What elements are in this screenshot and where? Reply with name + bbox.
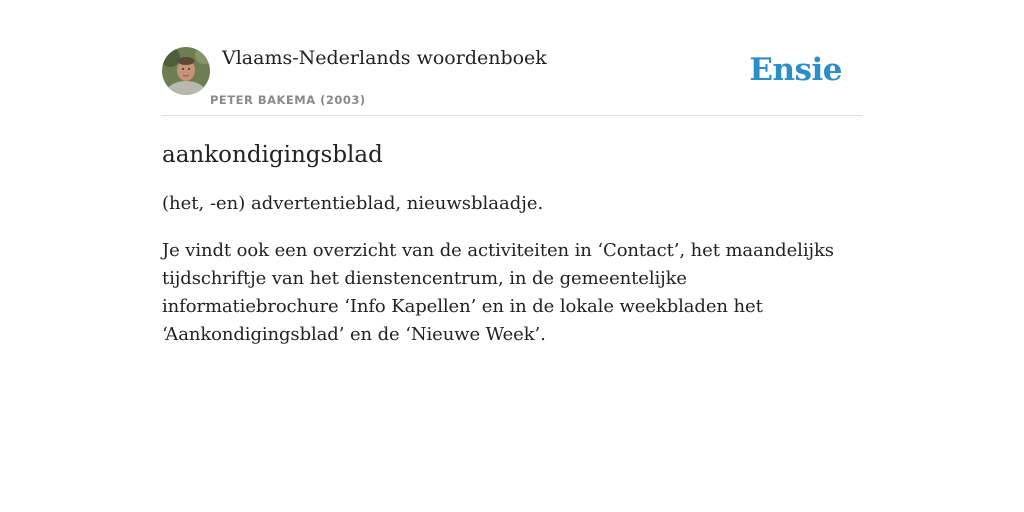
dictionary-header: [162, 46, 862, 116]
entry-example: Je vindt ook een overzicht van de activiteiten in ‘Contact’, het maandelijks tijdschriftje van het dienstencentrum, in de gemeentelijke informatiebrochure ‘Info Kapellen’ en in de lokale weekbladen het ‘Aankondigingsblad’ en de ‘Nieuwe Week’.: [162, 240, 834, 345]
dictionary-title[interactable]: Vlaams-Nederlands woordenboek: [222, 47, 547, 69]
author-avatar[interactable]: [162, 47, 210, 95]
entry-definition: (het, -en) advertentieblad, nieuwsblaadje.: [162, 193, 544, 214]
author-photo-icon: [162, 47, 210, 95]
entry: [162, 140, 862, 349]
ensie-logo[interactable]: Ensie: [749, 52, 842, 88]
entry-headword: aankondigingsblad: [162, 142, 383, 168]
author-credit: PETER BAKEMA (2003): [210, 93, 366, 107]
